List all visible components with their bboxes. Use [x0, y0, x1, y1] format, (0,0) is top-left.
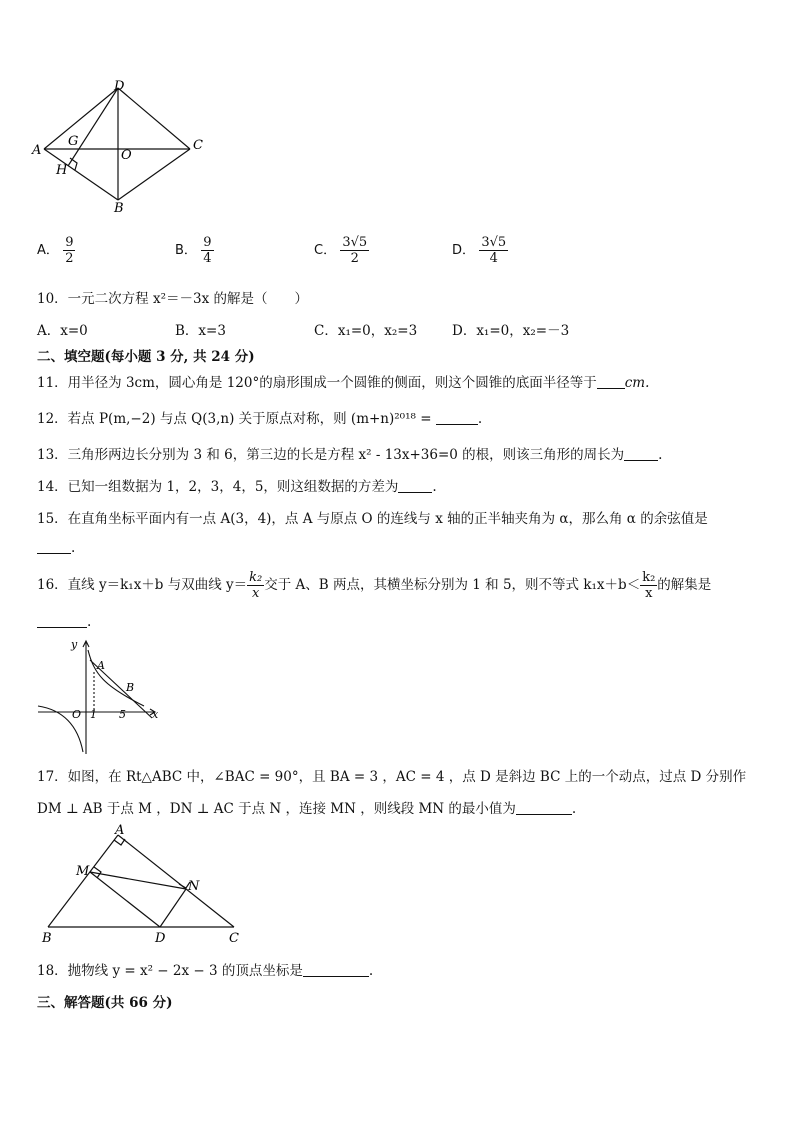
vertex-label-A: A — [115, 823, 125, 838]
q9-option-a[interactable]: A． $\frac{9}{2}$ — [37, 235, 74, 266]
tick-label-1: 1 — [90, 708, 97, 721]
q10-option-c[interactable]: C．x₁=0，x₂=3 — [314, 323, 418, 339]
label-H: H — [56, 163, 68, 178]
section-solutions-heading: 三、解答题(共 66 分) — [37, 995, 173, 1011]
point-label-M: M — [76, 864, 90, 879]
q14: 14．已知一组数据为 1，2，3，4，5，则这组数据的方差为 . — [37, 479, 437, 495]
label-D: D — [114, 79, 125, 94]
axis-label-x: x — [152, 708, 159, 721]
label-A: A — [32, 143, 42, 158]
q17-line2: DM ⊥ AB 于点 M ，DN ⊥ AC 于点 N ，连接 MN ，则线段 MN 的最小值为 . — [37, 801, 577, 817]
axis-label-y: y — [71, 638, 78, 651]
q17-line1: 17．如图，在 Rt△ABC 中，∠BAC = 90°，且 BA = 3 ，AC = 4 ，点 D 是斜边 BC 上的一个动点，过点 D 分别作 — [37, 769, 747, 785]
q11: 11．用半径为 3cm，圆心角是 120°的扇形围成一个圆锥的侧面，则这个圆锥的底面半径等于 cm. — [37, 375, 650, 391]
q18: 18．抛物线 y = x² − 2x − 3 的顶点坐标是 . — [37, 963, 374, 979]
q12-answer-blank[interactable] — [436, 410, 478, 425]
hyperbola-figure — [34, 636, 164, 760]
label-O: O — [121, 148, 132, 163]
point-label-N: N — [188, 879, 200, 894]
q15-answer-blank[interactable] — [37, 539, 71, 554]
label-B: B — [114, 201, 124, 216]
q14-answer-blank[interactable] — [398, 478, 432, 493]
q16-line2: . — [37, 613, 91, 631]
q11-answer-blank[interactable] — [597, 374, 625, 389]
right-triangle-figure — [34, 822, 254, 952]
origin-label: O — [72, 708, 82, 721]
q10-option-d[interactable]: D．x₁=0，x₂=－3 — [452, 323, 570, 339]
vertex-label-C: C — [229, 931, 239, 946]
q15-line2: . — [37, 539, 75, 557]
rhombus-figure — [30, 78, 210, 218]
vertex-label-B: B — [42, 931, 52, 946]
q17-answer-blank[interactable] — [516, 800, 572, 815]
q9-option-c[interactable]: C． $\frac{3√5}{2}$ — [314, 235, 368, 266]
q10-option-b[interactable]: B．x=3 — [175, 323, 226, 339]
label-C: C — [193, 138, 203, 153]
q9-option-b[interactable]: B． $\frac{9}{4}$ — [175, 235, 212, 266]
point-label-A: A — [97, 659, 105, 672]
q16-line1: 16．直线 y＝k₁x＋b 与双曲线 y＝ $\frac{\text{k₂}}{x}$ 交于 A、B 两点，其横坐标分别为 1 和 5，则不等式 k₁x＋b＜ $\frac{\text{k₂}}{x}$ 的解集是 — [37, 570, 712, 601]
q13: 13．三角形两边长分别为 3 和 6，第三边的长是方程 x² - 13x+36=0 的根，则该三角形的周长为 . — [37, 447, 663, 463]
section-fill-in-heading: 二、填空题(每小题 3 分, 共 24 分) — [37, 349, 255, 365]
tick-label-5: 5 — [119, 708, 126, 721]
q13-answer-blank[interactable] — [624, 446, 658, 461]
point-label-D: D — [155, 931, 166, 946]
q12: 12．若点 P(m,−2) 与点 Q(3,n) 关于原点对称，则 (m+n)²⁰¹⁸ = . — [37, 411, 483, 427]
q18-answer-blank[interactable] — [303, 962, 369, 977]
q10-option-a[interactable]: A．x=0 — [37, 323, 88, 339]
q9-option-d[interactable]: D． $\frac{3√5}{4}$ — [452, 235, 507, 266]
point-label-B: B — [126, 681, 135, 694]
q10-stem: 10．一元二次方程 x²＝－3x 的解是（ ） — [37, 291, 308, 307]
q15-line1: 15．在直角坐标平面内有一点 A(3，4)，点 A 与原点 O 的连线与 x 轴的正半轴夹角为 α，那么角 α 的余弦值是 — [37, 511, 708, 527]
label-G: G — [68, 134, 79, 149]
q16-answer-blank[interactable] — [37, 613, 87, 628]
